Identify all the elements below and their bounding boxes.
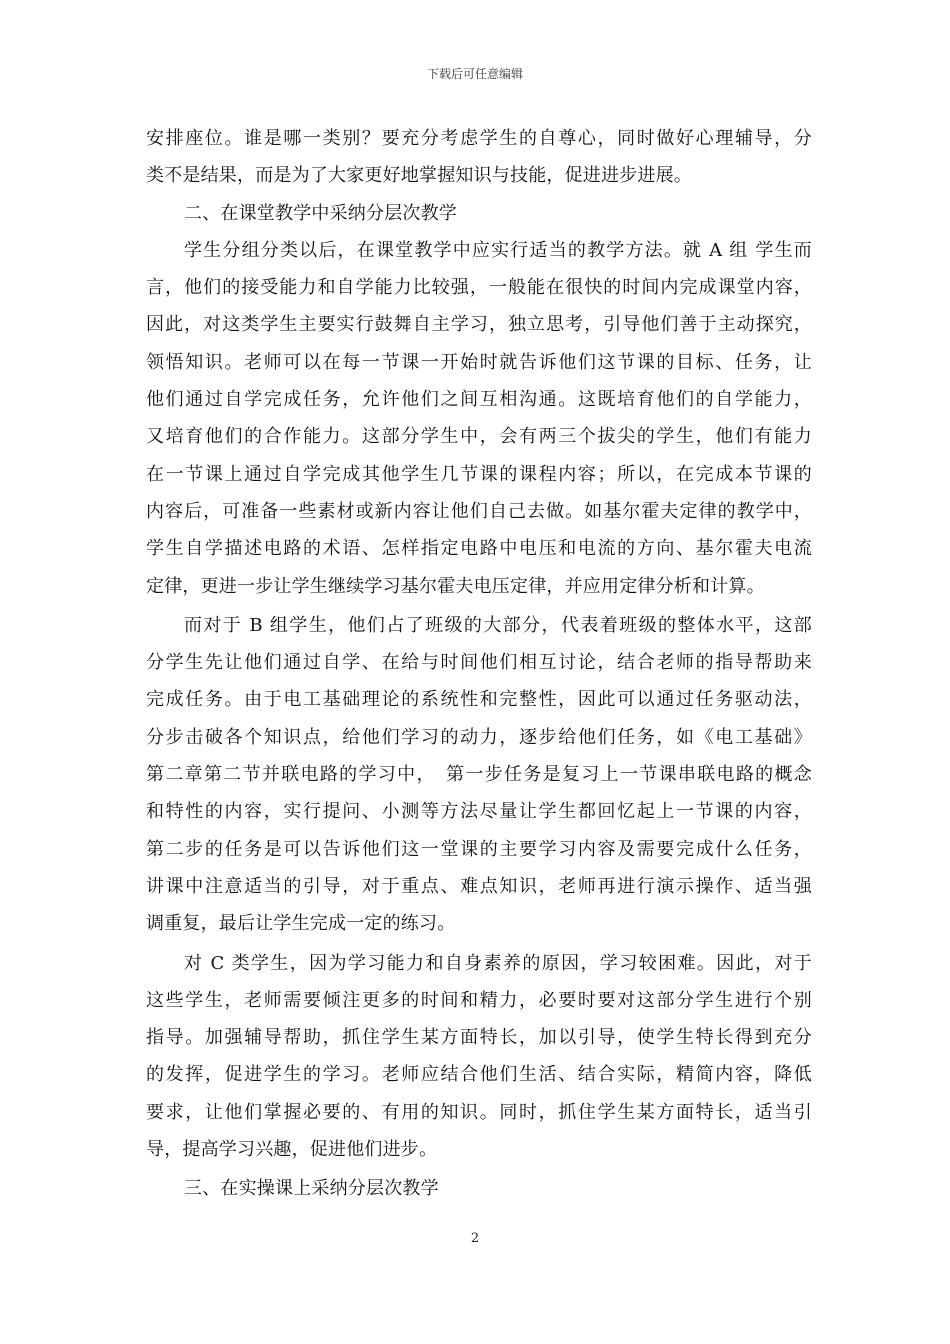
text-line: 安排座位。谁是哪一类别？要充分考虑学生的自尊心，同时做好心理辅导，分 [146,128,812,149]
section-heading: 二、在课堂教学中采纳分层次教学 [184,202,457,224]
text-line: 他们通过自学完成任务，允许他们之间互相沟通。这既培育他们的自学能力， [146,389,812,411]
text-line: 完成任务。由于电工基础理论的系统性和完整性，因此可以通过任务驱动法， [146,689,812,711]
page-number: 2 [470,1231,480,1246]
document-body [146,120,812,1208]
text-line: 讲课中注意适当的引导，对于重点、难点知识，老师再进行演示操作、适当强 [146,875,812,897]
text-line: 和特性的内容，实行提问、小测等方法尽量让学生都回忆起上一节课的内容， [146,801,812,823]
text-line: 调重复，最后让学生完成一定的练习。 [146,913,456,935]
text-line: 而对于 B 组学生，他们占了班级的大部分，代表着班级的整体水平，这部 [184,614,812,636]
text-line: 的发挥，促进学生的学习。老师应结合他们生活、结合实际，精简内容，降低 [146,1064,812,1086]
text-line: 又培育他们的合作能力。这部分学生中，会有两三个拔尖的学生，他们有能力 [146,426,812,448]
text-line: 内容后，可准备一些素材或新内容让他们自己去做。如基尔霍夫定律的教学中， [146,500,812,522]
page-header: 下载后可任意编辑 [426,67,523,81]
text-line: 因此，对这类学生主要实行鼓舞自主学习，独立思考，引导他们善于主动探究， [146,314,812,336]
text-line: 这些学生，老师需要倾注更多的时间和精力，必要时要对这部分学生进行个别 [146,989,812,1011]
text-line: 领悟知识。老师可以在每一节课一开始时就告诉他们这节课的目标、任务，让 [146,351,812,373]
text-line: 在一节课上通过自学完成其他学生几节课的课程内容；所以，在完成本节课的 [146,463,812,485]
text-line: 类不是结果，而是为了大家更好地掌握知识与技能，促进进步进展。 [146,165,692,187]
section-heading: 三、在实操课上采纳分层次教学 [184,1178,439,1200]
text-line: 学生分组分类以后，在课堂教学中应实行适当的教学方法。就 A 组 学生而 [184,239,812,261]
text-line: 导，提高学习兴趣，促进他们进步。 [146,1139,438,1161]
text-line: 指导。加强辅导帮助，抓住学生某方面特长，加以引导，使学生特长得到充分 [146,1027,812,1049]
text-line: 第二章第二节并联电路的学习中， 第一步任务是复习上一节课串联电路的概念 [146,764,812,786]
text-line: 定律，更进一步让学生继续学习基尔霍夫电压定律，并应用定律分析和计算。 [146,575,765,597]
text-line: 分学生先让他们通过自学、在给与时间他们相互讨论，结合老师的指导帮助来 [146,652,812,674]
text-line: 言，他们的接受能力和自学能力比较强，一般能在很快的时间内完成课堂内容， [146,277,812,299]
text-line: 分步击破各个知识点，给他们学习的动力，逐步给他们任务，如《电工基础》 [146,726,812,748]
text-line: 第二步的任务是可以告诉他们这一堂课的主要学习内容及需要完成什么任务， [146,838,812,860]
text-line: 要求，让他们掌握必要的、有用的知识。同时，抓住学生某方面特长，适当引 [146,1101,812,1123]
text-line: 学生自学描述电路的术语、怎样指定电路中电压和电流的方向、基尔霍夫电流 [146,538,812,560]
text-line: 对 C 类学生，因为学习能力和自身素养的原因，学习较困难。因此，对于 [184,952,812,974]
